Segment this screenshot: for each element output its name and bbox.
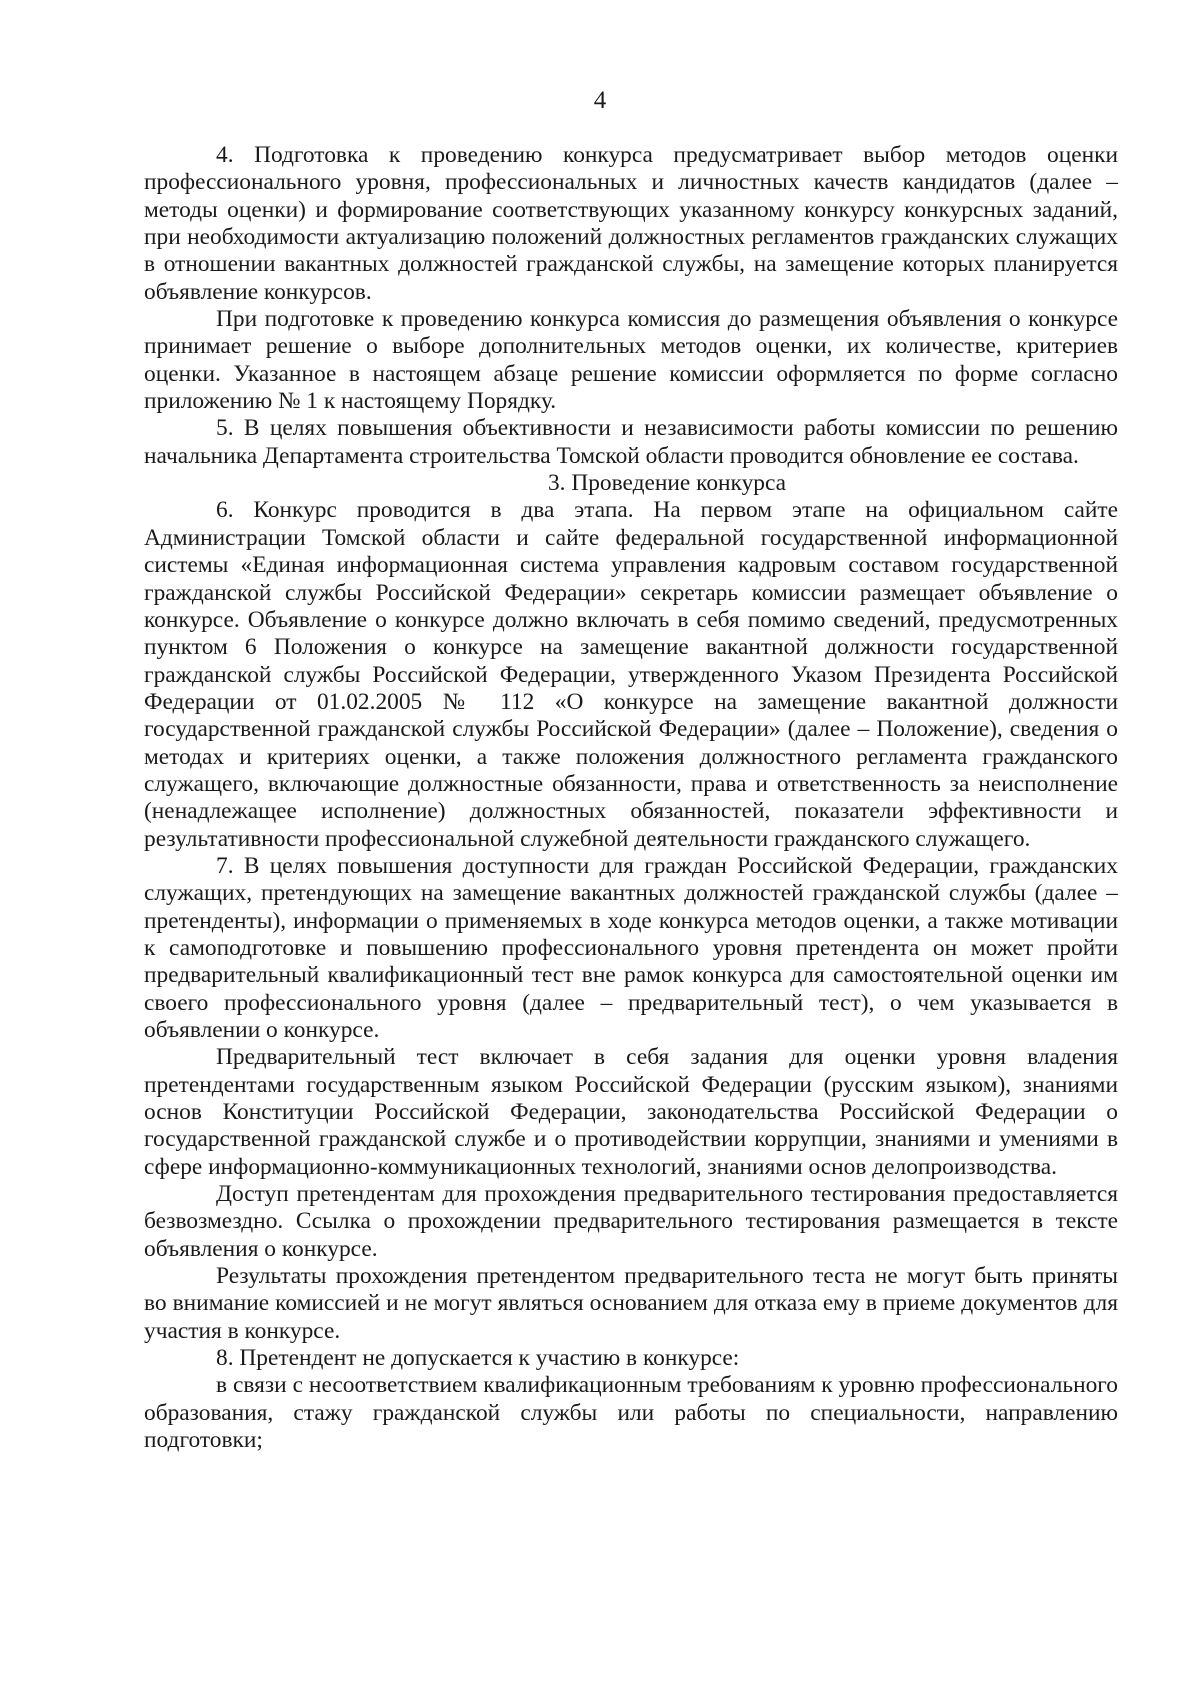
paragraph-8: 8. Претендент не допускается к участию в конкурсе: xyxy=(216,1345,740,1372)
paragraph-7: 7. В целях повышения доступности для граждан Российской Федерации, гражданских служащих, претендующих на замещение вакантных должностей гражданской службы (далее – претенденты), информации о применяемых в ходе конкурса методов оценки, а также мотивации к самоподготовке и повышению профессионального уровня претендента он может пройти предварительный квалификационный тест вне рамок конкурса для самостоятельной оценки им своего профессионального уровня (далее – предварительный тест), о чем указывается в объявлении о конкурсе. xyxy=(144,852,1118,1043)
section-heading: 3. Проведение конкурса xyxy=(547,470,787,497)
paragraph-6: 6. Конкурс проводится в два этапа. На первом этапе на официальном сайте Администрации Томской области и сайте федеральной государственной информационной системы «Единая информационная система управления кадровым составом государственной гражданской службы Российской Федерации» секретарь комиссии размещает объявление о конкурсе. Объявление о конкурсе должно включать в себя помимо сведений, предусмотренных пунктом 6 Положения о конкурсе на замещение вакантной должности государственной гражданской службы Российской Федерации, утвержденного Указом Президента Российской Федерации от 01.02.2005 № 112 «О конкурсе на замещение вакантной должности государственной гражданской службы Российской Федерации» (далее – Положение), сведения о методах и критериях оценки, а также положения должностного регламента гражданского служащего, включающие должностные обязанности, права и ответственность за неисполнение (ненадлежащее исполнение) должностных обязанностей, показатели эффективности и результативности профессиональной служебной деятельности гражданского служащего. xyxy=(144,497,1118,852)
page-number: 4 xyxy=(593,87,607,114)
paragraph-4: 4. Подготовка к проведению конкурса предусматривает выбор методов оценки профессионального уровня, профессиональных и личностных качеств кандидатов (далее – методы оценки) и формирование соответствующих указанному конкурсу конкурсных заданий, при необходимости актуализацию положений должностных регламентов гражданских служащих в отношении вакантных должностей гражданской службы, на замещение которых планируется объявление конкурсов. xyxy=(144,142,1118,305)
paragraph-7-results: Результаты прохождения претендентом предварительного теста не могут быть приняты во внимание комиссией и не могут являться основанием для отказа ему в приеме документов для участия в конкурсе. xyxy=(144,1263,1118,1344)
paragraph-8-item: в связи с несоответствием квалификационным требованиям к уровню профессионального образования, стажу гражданской службы или работы по специальности, направлению подготовки; xyxy=(144,1372,1118,1454)
paragraph-5: 5. В целях повышения объективности и независимости работы комиссии по решению начальника Департамента строительства Томской области проводится обновление ее состава. xyxy=(144,415,1118,469)
paragraph-7-test-content: Предварительный тест включает в себя задания для оценки уровня владения претендентами государственным языком Российской Федерации (русским языком), знаниями основ Конституции Российской Федерации, законодательства Российской Федерации о государственной гражданской службе и о противодействии коррупции, знаниями и умениями в сфере информационно-коммуникационных технологий, знаниями основ делопроизводства. xyxy=(144,1044,1118,1180)
document-body xyxy=(144,142,1118,1455)
paragraph-7-access: Доступ претендентам для прохождения предварительного тестирования предоставляется безвозмездно. Ссылка о прохождении предварительного тестирования размещается в тексте объявления о конкурсе. xyxy=(144,1181,1118,1262)
paragraph-4-continued: При подготовке к проведению конкурса комиссия до размещения объявления о конкурсе принимает решение о выборе дополнительных методов оценки, их количестве, критериев оценки. Указанное в настоящем абзаце решение комиссии оформляется по форме согласно приложению № 1 к настоящему Порядку. xyxy=(144,306,1118,415)
